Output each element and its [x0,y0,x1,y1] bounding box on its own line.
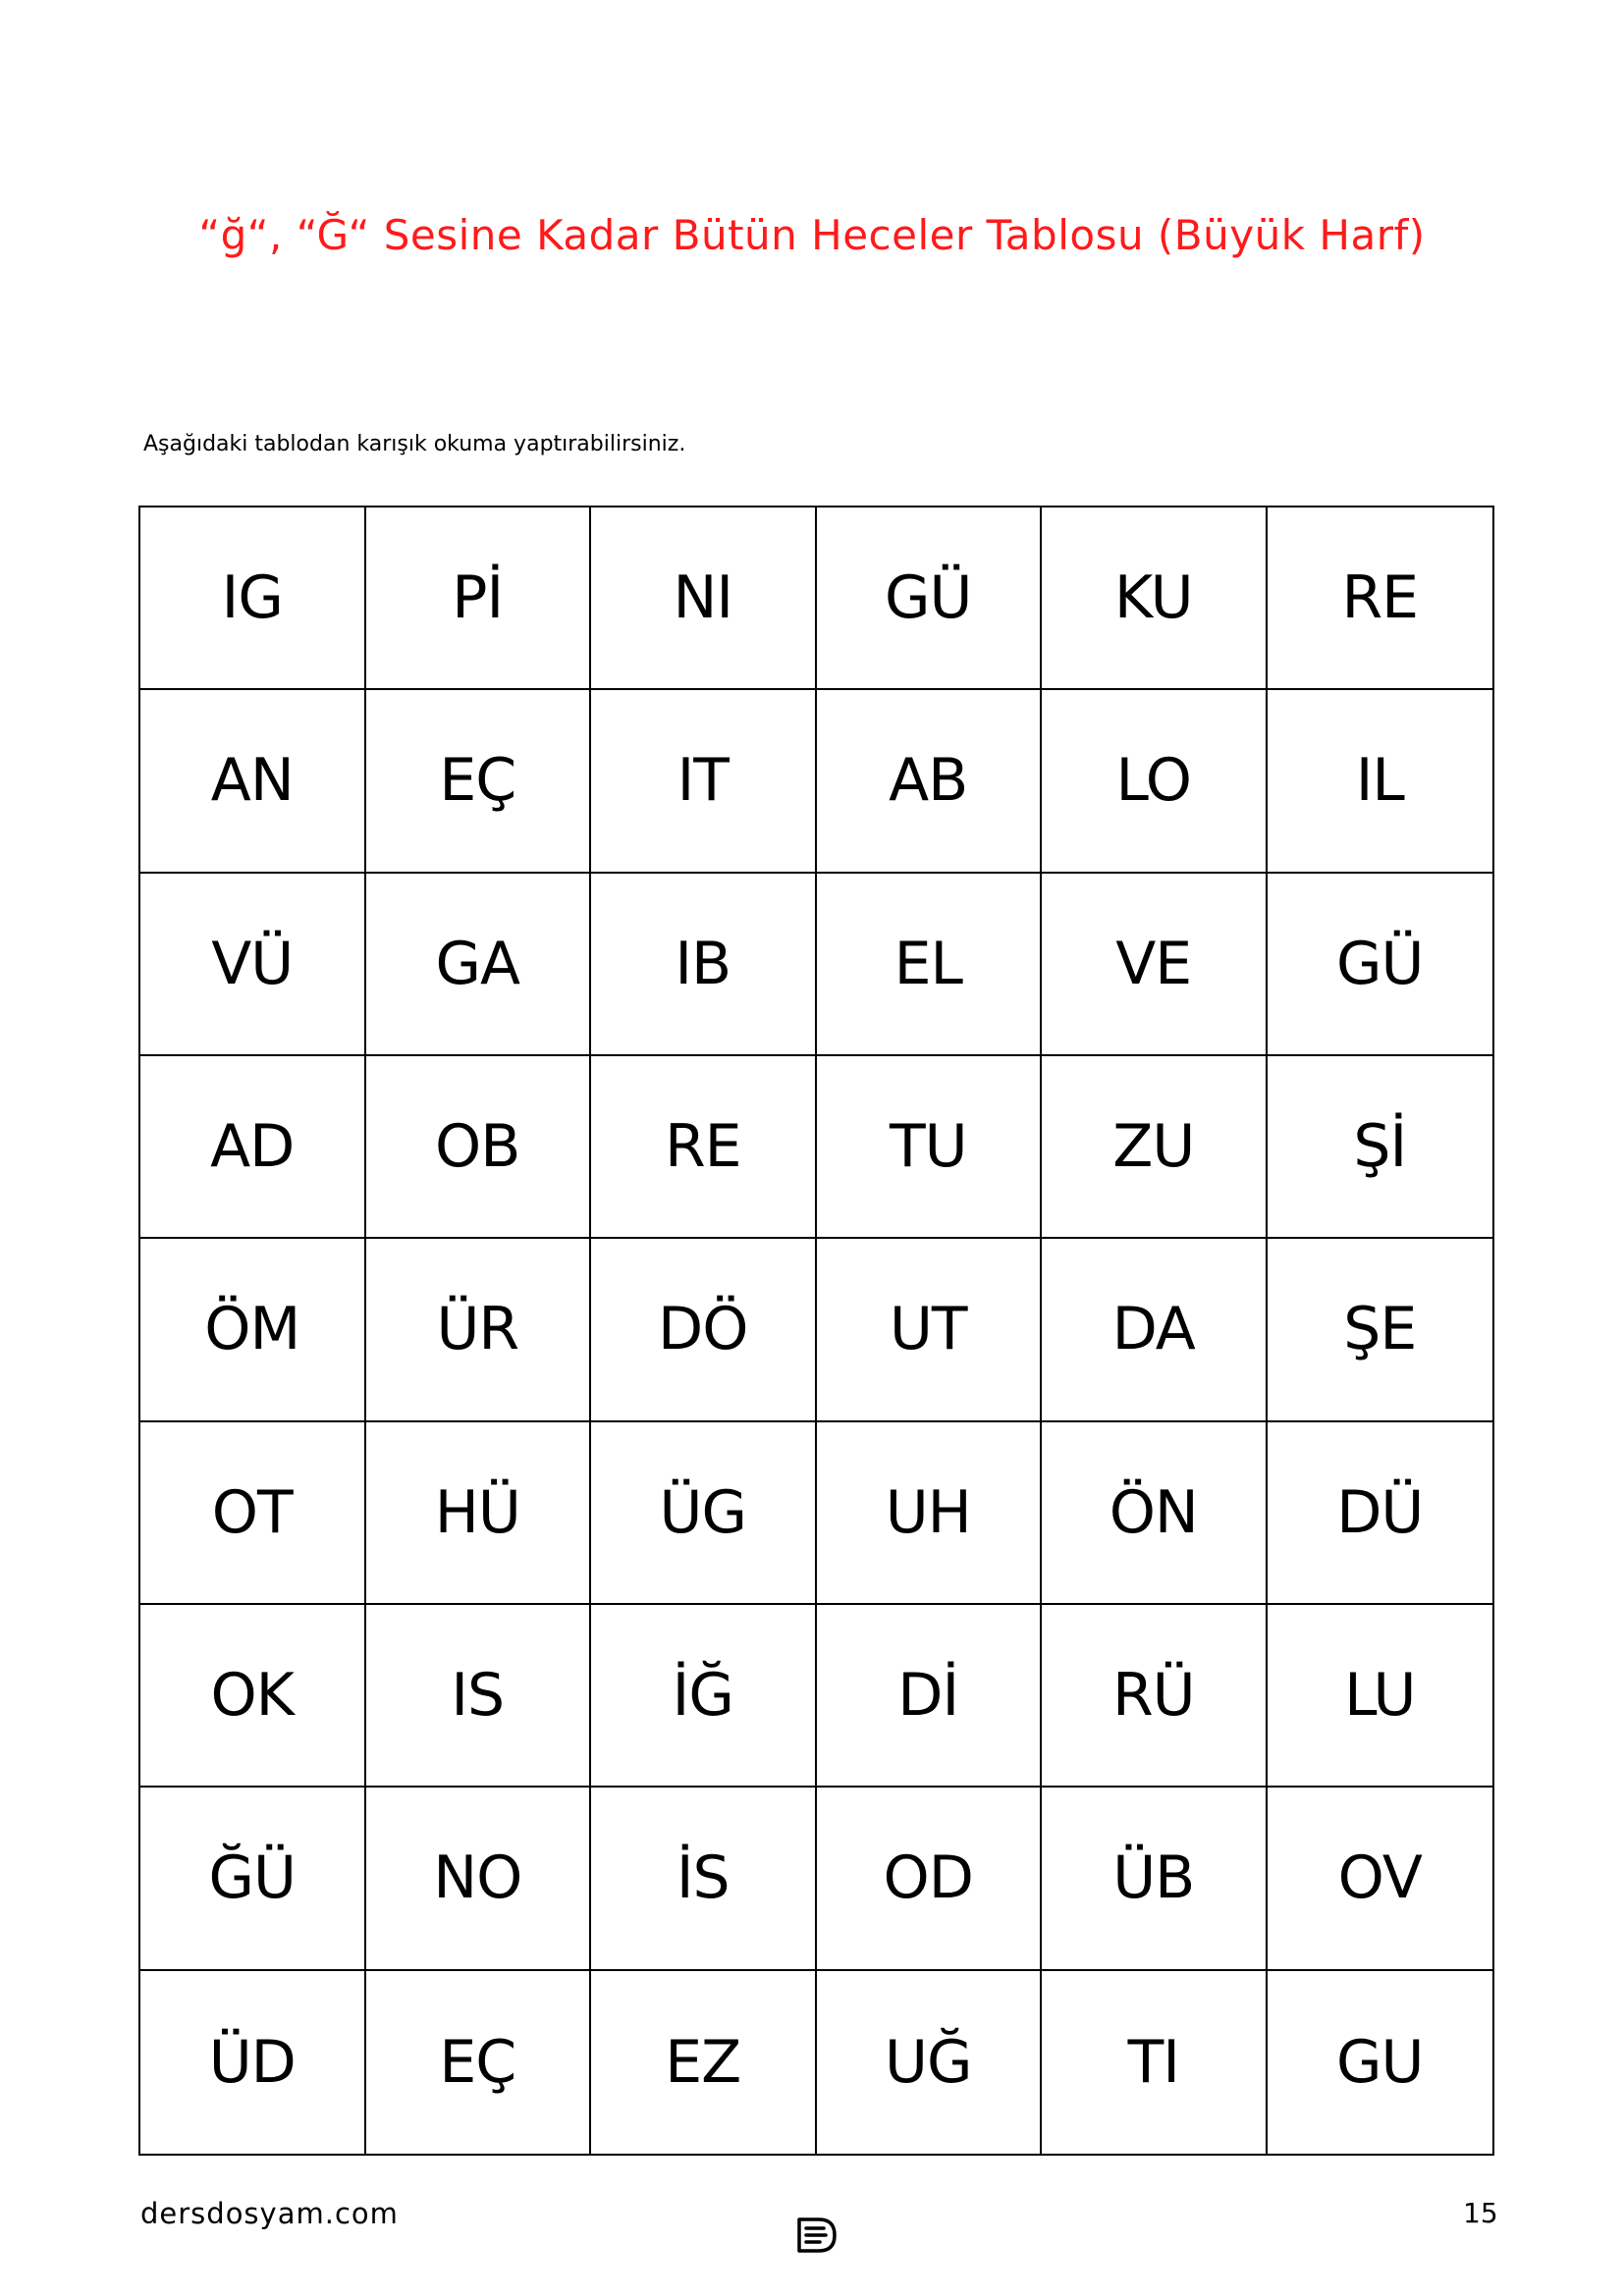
syllable-table [138,506,1494,2156]
table-cell: ÜG [591,1422,817,1605]
footer-site-name: dersdosyam.com [140,2197,399,2230]
table-cell: DÖ [591,1239,817,1421]
page-title: “ğ“, “Ğ“ Sesine Kadar Bütün Heceler Tablosu (Büyük Harf) [198,211,1426,259]
table-cell: ÖM [140,1239,366,1421]
table-cell: AB [817,690,1043,873]
table-cell: OK [140,1605,366,1788]
table-cell: RÜ [1042,1605,1268,1788]
table-cell: UĞ [817,1971,1043,2154]
table-cell: Şİ [1268,1056,1493,1239]
table-cell: ŞE [1268,1239,1493,1421]
table-cell: GA [366,874,592,1056]
instruction-text: Aşağıdaki tablodan karışık okuma yaptırabilirsiniz. [143,432,686,456]
table-cell: İĞ [591,1605,817,1788]
table-cell: İS [591,1788,817,1970]
table-cell: AD [140,1056,366,1239]
table-cell: LU [1268,1605,1493,1788]
table-cell: IT [591,690,817,873]
table-cell: UT [817,1239,1043,1421]
table-cell: OD [817,1788,1043,1970]
table-cell: EÇ [366,690,592,873]
table-cell: UH [817,1422,1043,1605]
table-cell: GU [1336,2027,1424,2097]
document-lines-icon [795,2216,839,2255]
table-cell: ÜB [1042,1788,1268,1970]
table-cell: KU [1042,507,1268,690]
table-cell: OT [140,1422,366,1605]
table-cell: DA [1042,1239,1268,1421]
table-cell: VÜ [140,874,366,1056]
table-cell: IG [140,507,366,690]
table-cell: ÖN [1042,1422,1268,1605]
table-cell: ÜR [366,1239,592,1421]
table-cell: EZ [591,1971,817,2154]
table-cell: ÜD [140,1971,366,2154]
table-cell: Dİ [817,1605,1043,1788]
table-cell: IL [1268,690,1493,873]
table-cell: LO [1042,690,1268,873]
table-cell: IB [591,874,817,1056]
table-cell: EL [817,874,1043,1056]
table-cell: IS [366,1605,592,1788]
table-cell: VE [1042,874,1268,1056]
table-cell: NO [366,1788,592,1970]
table-cell: RE [1268,507,1493,690]
table-cell: AN [140,690,366,873]
table-cell: HÜ [366,1422,592,1605]
table-cell: GÜ [817,507,1043,690]
page-number: 15 [1463,2197,1498,2229]
table-cell: DÜ [1268,1422,1493,1605]
table-cell: Pİ [366,507,592,690]
table-cell: OB [366,1056,592,1239]
table-cell: RE [591,1056,817,1239]
table-cell: OV [1268,1788,1493,1970]
table-cell: ZU [1042,1056,1268,1239]
table-cell: TU [817,1056,1043,1239]
table-cell: GÜ [1268,874,1493,1056]
table-cell: NI [591,507,817,690]
table-cell: EÇ [366,1971,592,2154]
table-cell: ĞÜ [140,1788,366,1970]
table-cell: TI [1042,1971,1268,2154]
